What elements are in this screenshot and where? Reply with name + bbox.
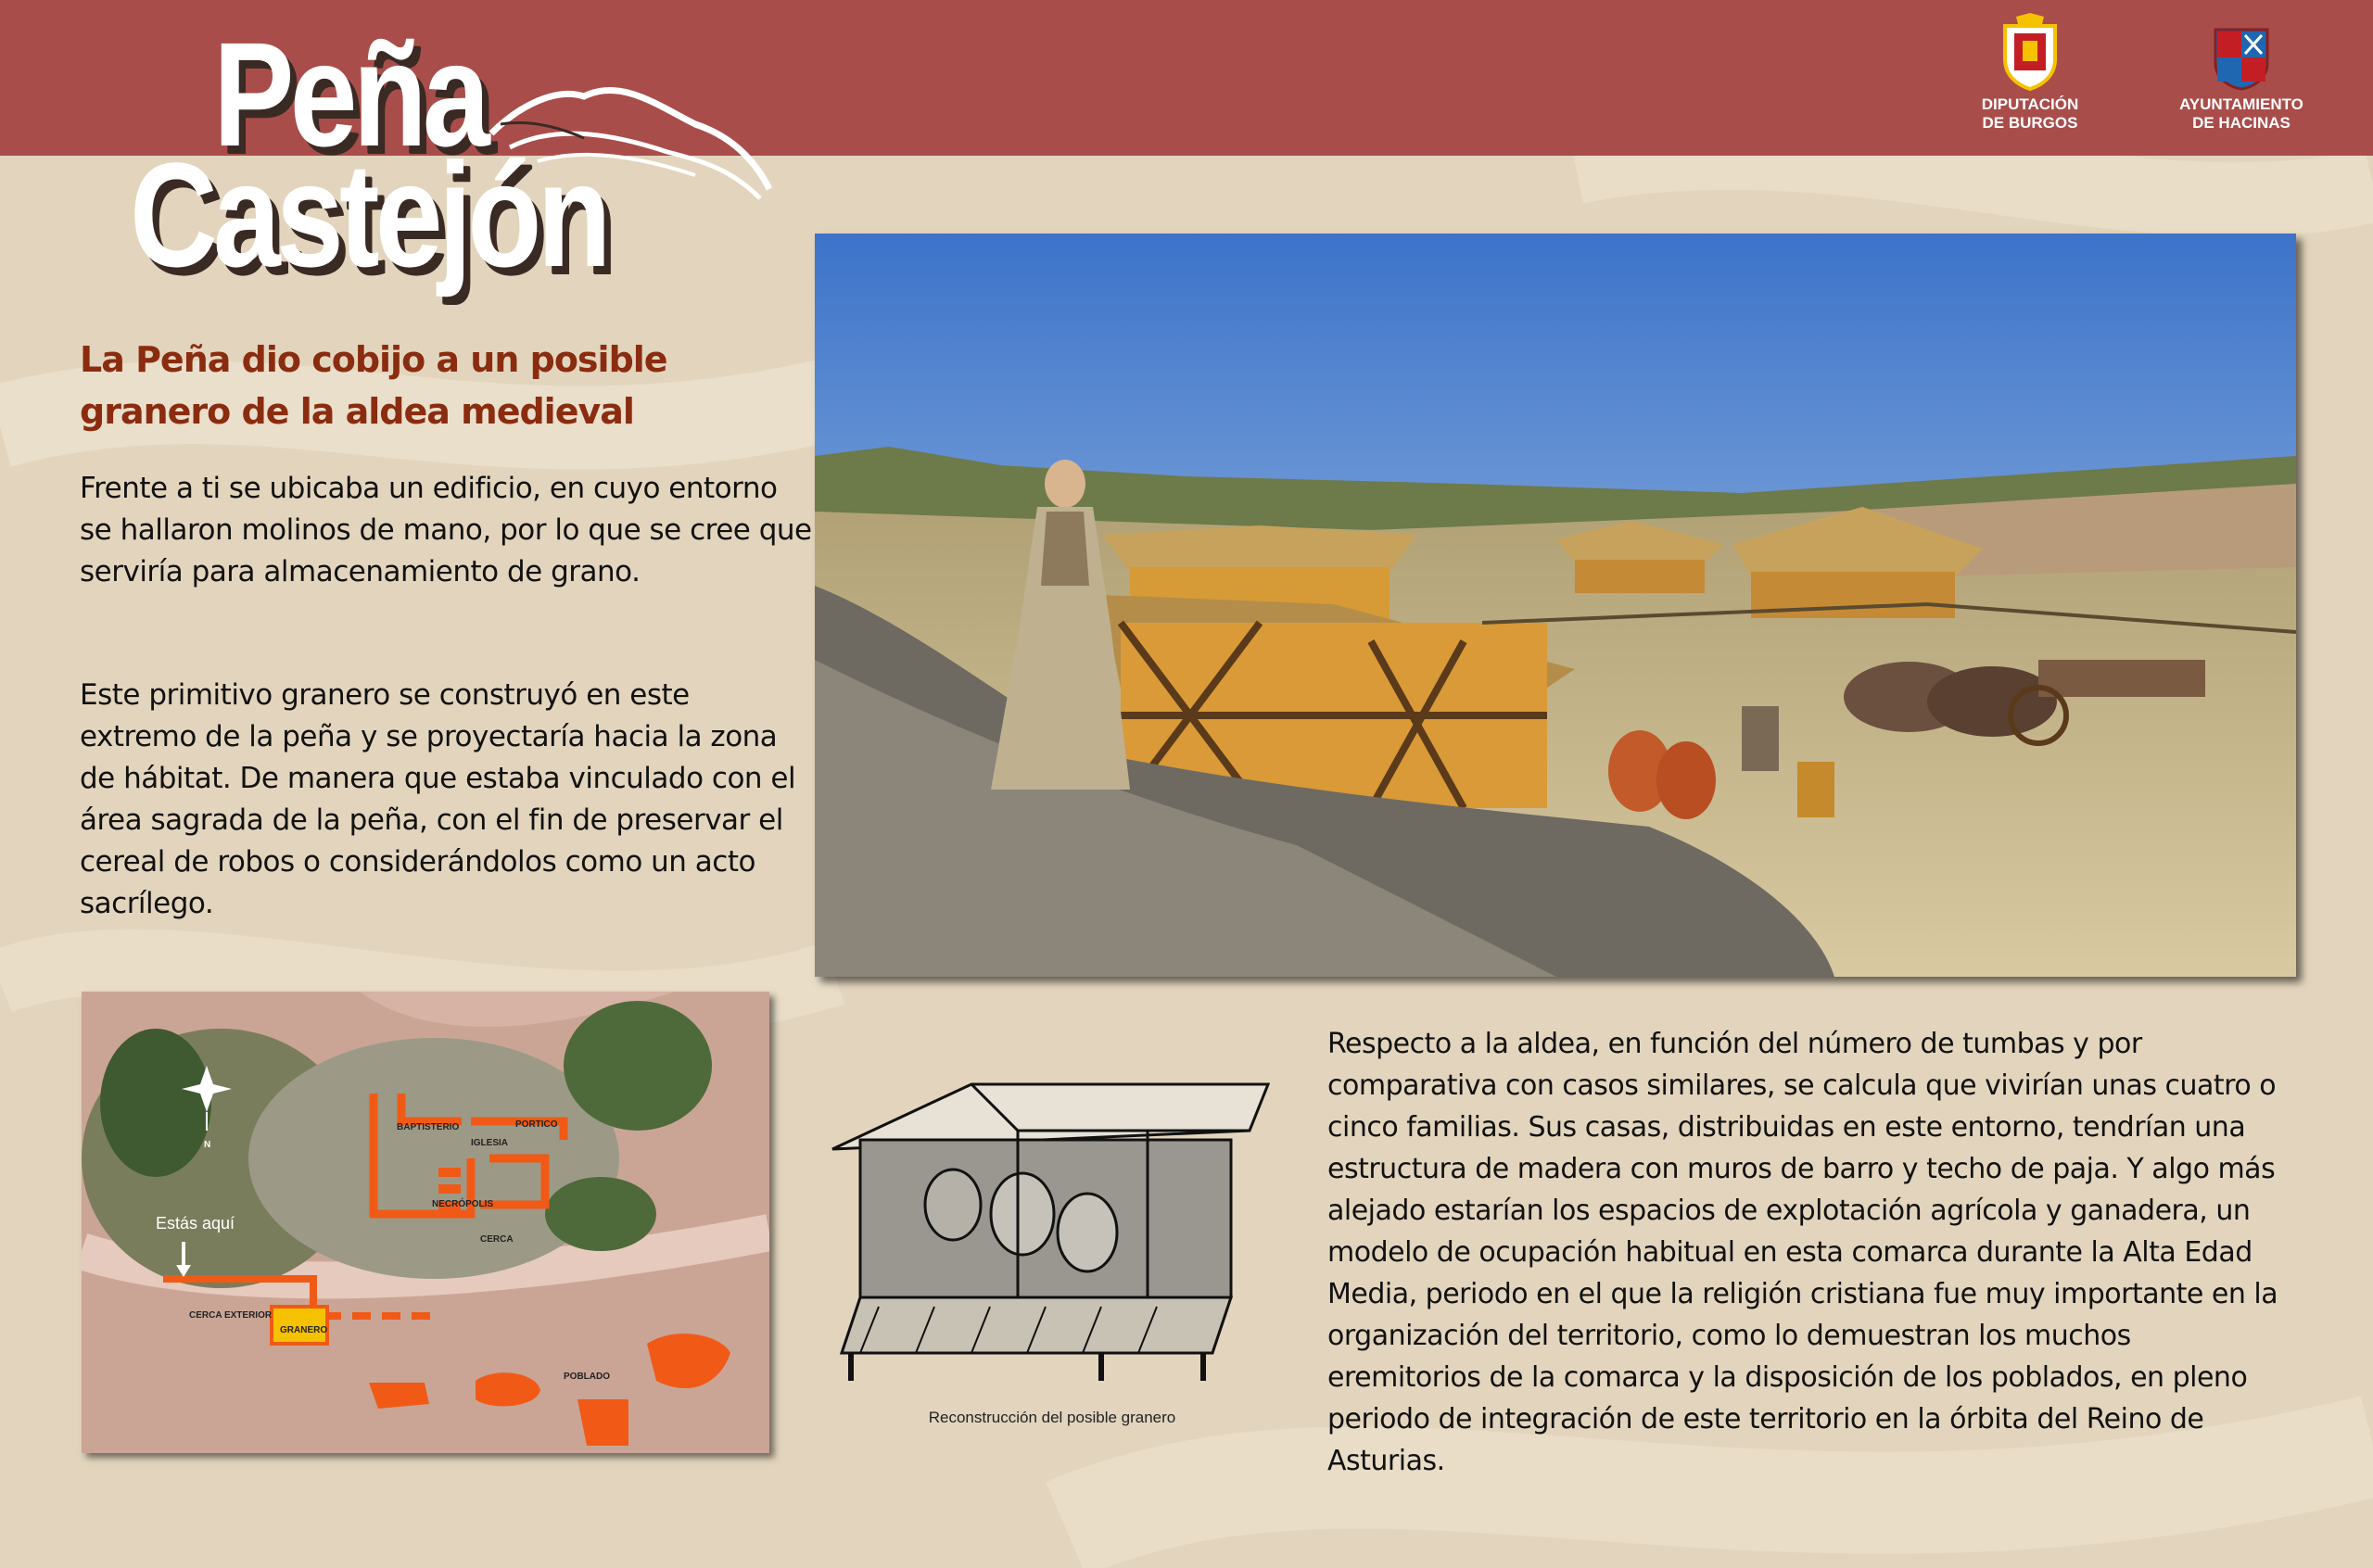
map-label-cerca-exterior: CERCA EXTERIOR [189,1310,273,1321]
logo-line-2: Castejón [130,132,607,297]
you-are-here-label: Estás aquí [156,1214,235,1233]
sponsor-name: AYUNTAMIENTO DE HACINAS [2179,95,2303,132]
map-label-baptisterio: BAPTISTERIO [397,1122,460,1132]
rock-outline-icon [482,69,779,208]
map-label-portico: PORTICO [515,1119,558,1130]
illustration-scene [815,234,2296,977]
site-logo [130,11,797,297]
village-reconstruction-illustration [815,234,2296,977]
sponsor-name: DIPUTACIÓN DE BURGOS [1981,95,2079,132]
map-label-north: N [204,1140,211,1150]
section-heading: La Peña dio cobijo a un posible granero de la aldea medieval [80,339,667,432]
granary-sketch-drawing [823,1075,1270,1381]
sketch-caption: Reconstrucción del posible granero [928,1409,1176,1426]
map-label-necropolis: NECRÓPOLIS [432,1199,494,1209]
granary-sketch [823,1075,1270,1381]
paragraph-2: Este primitivo granero se construyó en este extremo de la peña y se proyectaría hacia la zona de hábitat. De manera que estaba vinculado con el área sagrada de la peña, con el fin de preservar el cereal de robos o considerándolos como un acto sacrílego. [80,678,796,920]
logo-line-1: Peña [213,11,486,177]
aerial-site-map [82,992,769,1453]
paragraph-1: Frente a ti se ubicaba un edificio, en cuyo entorno se hallaron molinos de mano, por lo que se cree que serviría para almacenamiento de grano. [80,472,812,588]
sponsor-ayuntamiento-hacinas [2167,26,2316,133]
map-label-granero: GRANERO [280,1325,328,1335]
map-label-poblado: POBLADO [564,1372,610,1382]
coat-of-arms-hacinas-icon [2212,26,2271,91]
map-label-cerca: CERCA [480,1234,514,1245]
map-label-iglesia: IGLESIA [471,1138,509,1148]
coat-of-arms-burgos-icon [1998,13,2062,91]
sponsor-diputacion-burgos [1956,13,2104,133]
paragraph-3: Respecto a la aldea, en función del número de tumbas y por comparativa con casos similares, se calcula que vivirían unas cuatro o cinco familias. Sus casas, distribuidas en este entorno, tendrían una estructura de madera con muros de barro y techo de paja. Y algo más alejado estarían los espacios de explotación agrícola y ganadera, un modelo de ocupación habitual en esta comarca durante la Alta Edad Media, periodo en el que la religión cristiana fue muy importante en la organización del territorio, como lo demuestran los muchos eremitorios de la comarca y la disposición de los poblados, en pleno periodo de integración de este territorio en la órbita del Reino de Asturias. [1327,1028,2278,1477]
